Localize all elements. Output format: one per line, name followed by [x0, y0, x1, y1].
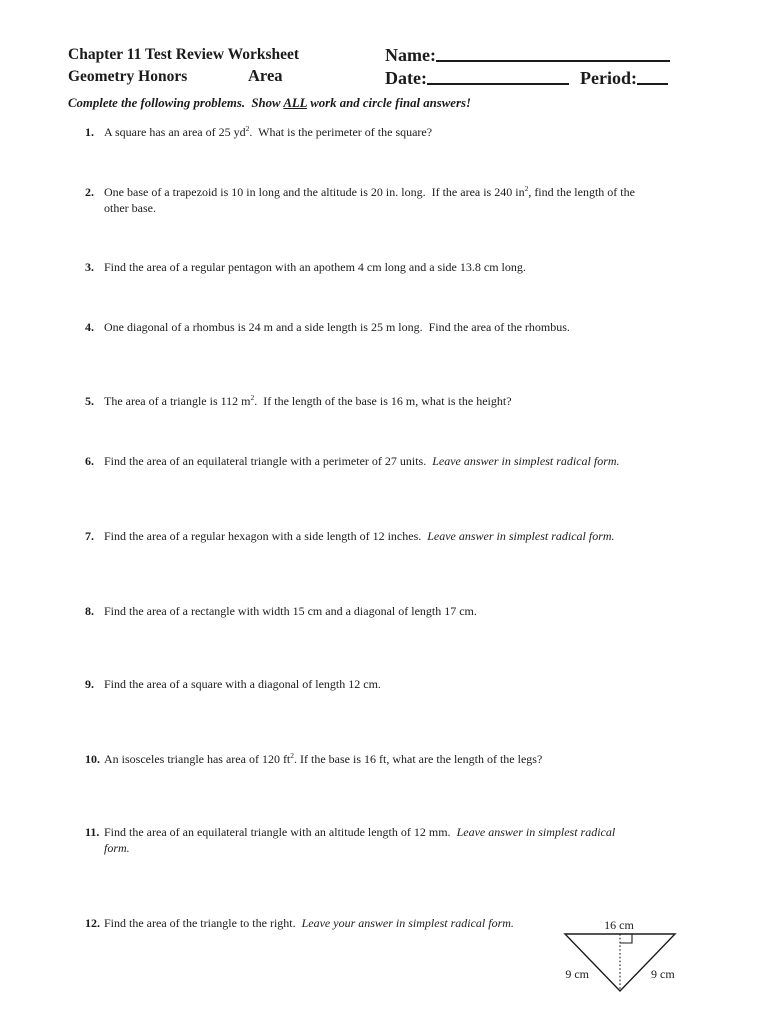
- problem-8: [85, 604, 477, 620]
- problem-text: An isosceles triangle has area of 120 $ft^2$. If the base is 16 ft, what are the length of the legs?: [104, 751, 543, 766]
- problem-text: Find the area of a regular pentagon with an apothem 4 cm long and a side 13.8 cm long.: [104, 260, 526, 274]
- date-blank-line: [427, 83, 569, 85]
- problem-number: 9.: [85, 677, 94, 691]
- problem-number: 11.: [85, 825, 100, 839]
- instructions-emphasis: ALL: [283, 96, 308, 110]
- problem-text: Find the area of an equilateral triangle with a perimeter of 27 units. Leave answer in simplest radical form.: [104, 454, 620, 468]
- left-side-label: 9 cm: [565, 967, 589, 981]
- triangle-figure: [555, 906, 695, 1006]
- problem-number: 3.: [85, 260, 94, 274]
- problem-6: [85, 454, 620, 470]
- problem-11: [85, 825, 615, 856]
- problem-5: [85, 394, 512, 410]
- worksheet-topic: Area: [248, 66, 283, 85]
- problem-text: Find the area of a regular hexagon with a side length of 12 inches. Leave answer in simplest radical form.: [104, 529, 615, 543]
- name-blank-line: [436, 60, 670, 62]
- problem-number: 2.: [85, 185, 94, 199]
- top-side-label: 16 cm: [604, 918, 634, 932]
- problem-number: 6.: [85, 454, 94, 468]
- problem-4: [85, 320, 570, 336]
- problem-number: 10.: [85, 752, 100, 766]
- problem-text: Find the area of an equilateral triangle with an altitude length of 12 mm. Leave answer in simplest radical form.: [104, 825, 616, 855]
- date-period-row: [385, 68, 668, 89]
- period-blank-line: [637, 83, 668, 85]
- problem-1: [85, 125, 432, 141]
- instructions-lead: Complete the following problems. Show: [68, 96, 284, 110]
- period-label: Period:: [579, 68, 637, 88]
- problem-number: 12.: [85, 916, 100, 930]
- problem-text: Find the area of the triangle to the right. Leave your answer in simplest radical form.: [104, 916, 514, 930]
- name-row: [385, 45, 670, 66]
- instructions: [68, 96, 471, 111]
- problem-text: The area of a triangle is 112 $m^2$. If the length of the base is 16 m, what is the height?: [104, 393, 512, 408]
- date-label: Date:: [385, 68, 427, 88]
- problem-9: [85, 677, 381, 693]
- right-side-label: 9 cm: [651, 967, 675, 981]
- problem-text: Find the area of a rectangle with width 15 cm and a diagonal of length 17 cm.: [104, 604, 477, 618]
- problem-number: 4.: [85, 320, 94, 334]
- problem-12: [85, 916, 514, 932]
- problem-text: Find the area of a square with a diagonal of length 12 cm.: [104, 677, 381, 691]
- problem-number: 8.: [85, 604, 94, 618]
- problem-number: 7.: [85, 529, 94, 543]
- problem-2: [85, 185, 635, 216]
- worksheet-title: Chapter 11 Test Review Worksheet: [68, 46, 300, 63]
- right-angle-mark: [620, 934, 632, 943]
- problem-number: 1.: [85, 125, 94, 139]
- course-name: Geometry Honors: [68, 68, 188, 85]
- problem-text: One base of a trapezoid is 10 in long and the altitude is 20 in. long. If the area is 240 $in^2$, find the length of the other base.: [104, 184, 635, 215]
- problem-3: [85, 260, 526, 276]
- problem-text: A square has an area of 25 $yd^2$. What is the perimeter of the square?: [104, 124, 433, 139]
- problem-7: [85, 529, 615, 545]
- name-label: Name:: [385, 45, 436, 65]
- problem-number: 5.: [85, 394, 94, 408]
- problem-10: [85, 752, 542, 768]
- instructions-tail: work and circle final answers!: [307, 96, 471, 110]
- problem-text: One diagonal of a rhombus is 24 m and a side length is 25 m long. Find the area of the rhombus.: [104, 320, 570, 334]
